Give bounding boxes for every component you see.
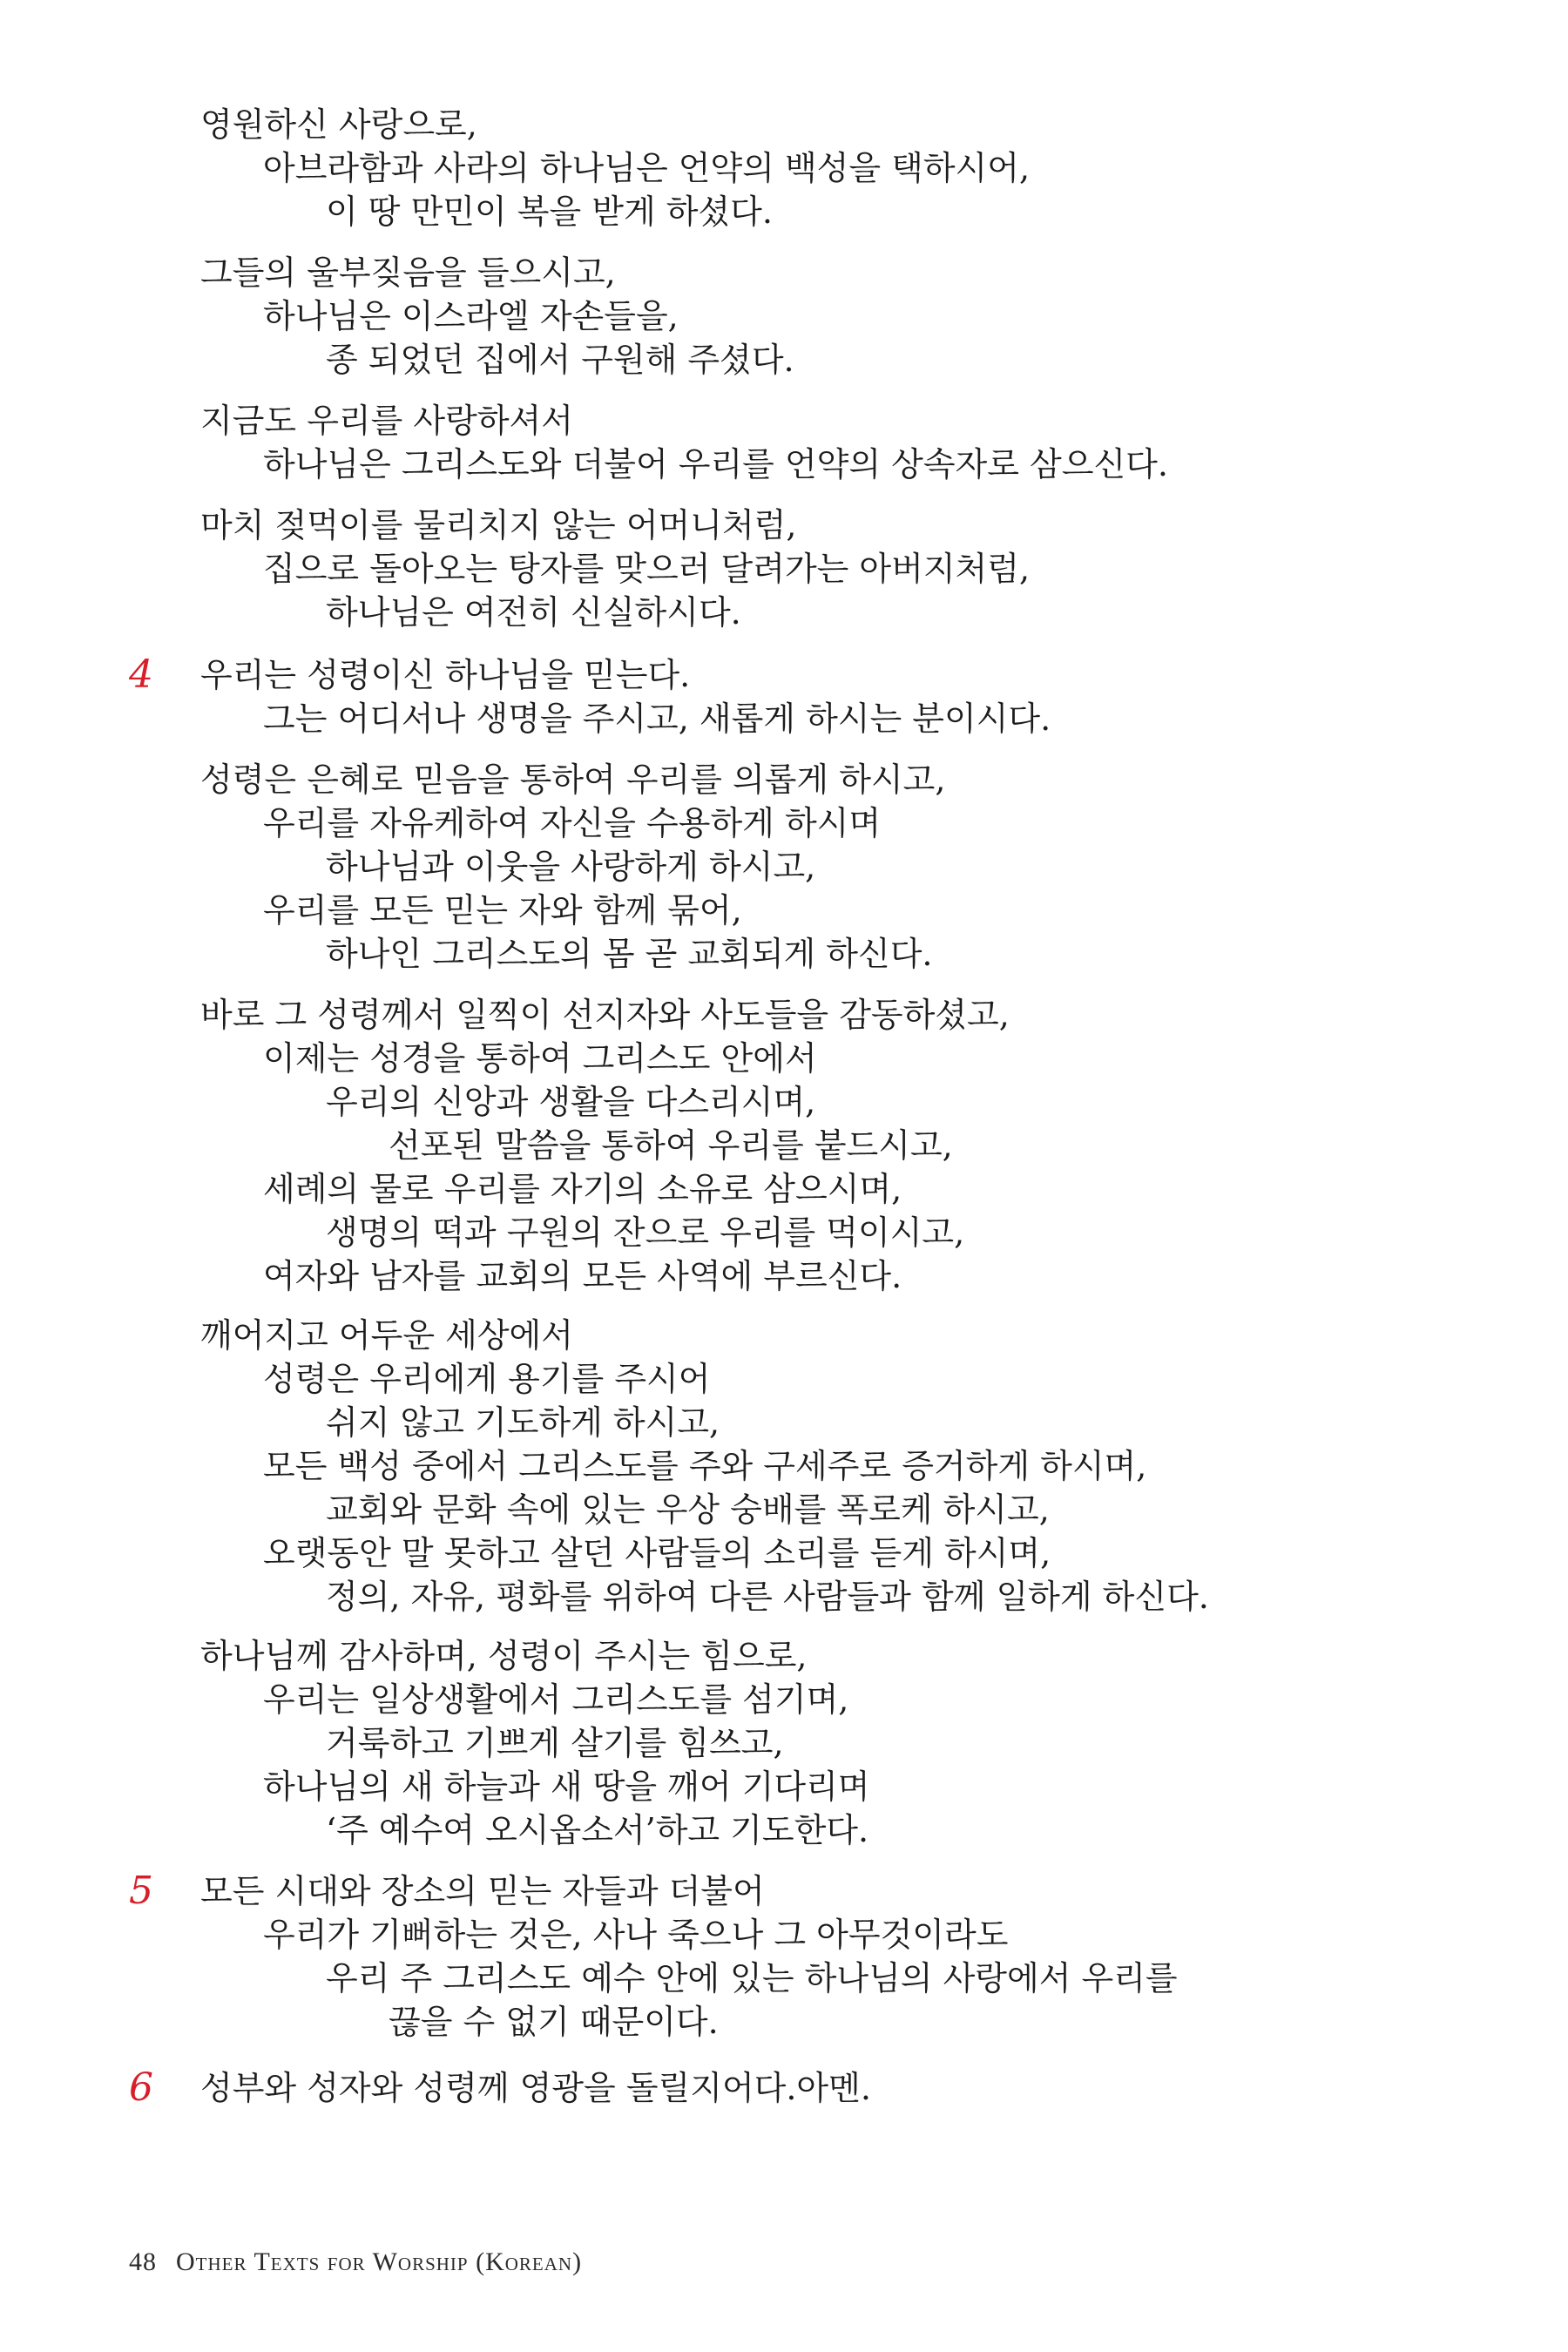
text-line: 깨어지고 어두운 세상에서 [200,1316,573,1355]
text-line: 하나님의 새 하늘과 새 땅을 깨어 기다리며 [263,1767,870,1806]
text-line: 생명의 떡과 구원의 잔으로 우리를 먹이시고, [326,1213,965,1252]
text-line: 이 땅 만민이 복을 받게 하셨다. [326,193,773,231]
text-line: 마치 젖먹이를 물리치지 않는 어머니처럼, [200,506,797,544]
stanza [0,993,1568,1298]
text-line: 하나님은 그리스도와 더불어 우리를 언약의 상속자로 삼으신다. [263,445,1168,483]
text-line: 하나인 그리스도의 몸 곧 교회되게 하신다. [326,935,933,973]
text-line: 모든 백성 중에서 그리스도를 주와 구세주로 증거하게 하시며, [263,1447,1147,1485]
stanza [0,251,1568,382]
text-line: 거룩하고 기쁘게 살기를 힘쓰고, [326,1724,784,1762]
text-line: 모든 시대와 장소의 믿는 자들과 더불어 [200,1872,765,1910]
stanza [0,103,1568,233]
text-line: 우리 주 그리스도 예수 안에 있는 하나님의 사랑에서 우리를 [326,1959,1178,1997]
text-line: 지금도 우리를 사랑하셔서 [200,402,573,440]
text-line: 집으로 돌아오는 탕자를 맞으러 달려가는 아버지처럼, [263,550,1031,588]
stanza [0,1314,1568,1619]
text-line: 오랫동안 말 못하고 살던 사람들의 소리를 듣게 하시며, [263,1534,1051,1572]
text-line: 세례의 물로 우리를 자기의 소유로 삼으시며, [263,1170,902,1208]
stanza [0,1634,1568,1852]
stanza [0,758,1568,976]
text-line: 그들의 울부짖음을 들으시고, [200,253,616,292]
text-line: 성부와 성자와 성령께 영광을 돌릴지어다.아멘. [200,2069,871,2107]
text-line: 여자와 남자를 교회의 모든 사역에 부르신다. [263,1257,902,1295]
text-line: 하나님은 여전히 신실하시다. [326,593,741,632]
text-line: 바로 그 성령께서 일찍이 선지자와 사도들을 감동하셨고, [200,996,1010,1034]
text-line: 하나님과 이웃을 사랑하게 하시고, [326,848,816,886]
text-line: 아브라함과 사라의 하나님은 언약의 백성을 택하시어, [263,149,1031,187]
stanza-5 [0,1869,1568,2044]
section-number: 6 [129,2065,153,2110]
text-line: 우리가 기뻐하는 것은, 사나 죽으나 그 아무것이라도 [263,1916,1009,1954]
text-line: 교회와 문화 속에 있는 우상 숭배를 폭로케 하시고, [326,1490,1050,1529]
page-footer [129,2247,582,2277]
stanza-6 [0,2066,1568,2110]
section-number: 5 [129,1869,153,1913]
text-line: 성령은 우리에게 용기를 주시어 [263,1360,711,1398]
text-line: 우리는 일상생활에서 그리스도를 섬기며, [263,1680,849,1719]
text-line: 우리의 신앙과 생활을 다스리시며, [326,1083,816,1121]
text-line: 정의, 자유, 평화를 위하여 다른 사람들과 함께 일하게 하신다. [326,1578,1209,1616]
text-line: ‘주 예수여 오시옵소서’하고 기도한다. [326,1811,869,1849]
book-title: Other Texts for Worship (Korean) [176,2247,583,2276]
stanza [0,399,1568,486]
text-line: 쉬지 않고 기도하게 하시고, [326,1403,720,1442]
stanza-4 [0,653,1568,740]
page-number: 48 [129,2247,157,2276]
section-number: 4 [129,652,153,697]
text-line: 하나님은 이스라엘 자손들을, [263,297,679,335]
text-line: 그는 어디서나 생명을 주시고, 새롭게 하시는 분이시다. [263,700,1051,738]
text-line: 우리를 자유케하여 자신을 수용하게 하시며 [263,804,882,842]
text-line: 우리는 성령이신 하나님을 믿는다. [200,656,691,694]
text-line: 선포된 말씀을 통하여 우리를 붙드시고, [389,1126,953,1165]
text-line: 성령은 은혜로 믿음을 통하여 우리를 의롭게 하시고, [200,760,946,799]
text-line: 종 되었던 집에서 구원해 주셨다. [326,341,794,379]
stanza [0,504,1568,634]
text-line: 끊을 수 없기 때문이다. [389,2003,719,2041]
text-line: 하나님께 감사하며, 성령이 주시는 힘으로, [200,1637,808,1675]
text-line: 영원하신 사랑으로, [200,105,477,144]
text-line: 우리를 모든 믿는 자와 함께 묶어, [263,891,742,929]
text-line: 이제는 성경을 통하여 그리스도 안에서 [263,1039,817,1078]
